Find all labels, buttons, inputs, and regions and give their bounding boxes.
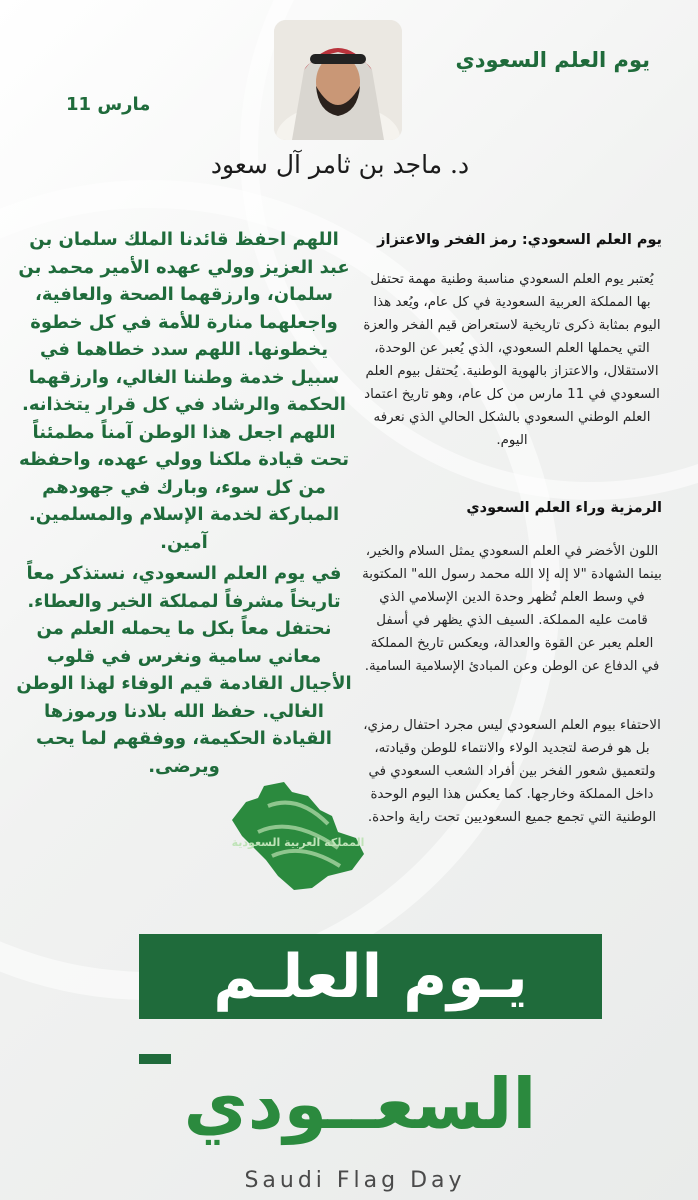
article-paragraph: يُعتبر يوم العلم السعودي مناسبة وطنية مهمة تحتفل بها المملكة العربية السعودية في كل عام، ويُعد هذا اليوم بمثابة ذكرى تاريخية لاستعراض قيم الفخر والعزة التي يحملها العلم السعودي، الذي يُعبر عن الوحدة، الاستقلال، والاعتزاز بالهوية الوطنية. يُحتفل بيوم العلم السعودي في 11 مارس من كل عام، وهو تاريخ اعتماد العلم الوطني السعودي بالشكل الحالي الذي نعرفه اليوم.	[363, 272, 661, 448]
map-label: المملكة العربية السعودية	[231, 836, 365, 849]
saudi-map-icon	[228, 776, 368, 896]
logo-banner-line2: السعــودي	[183, 1063, 537, 1145]
section-title: يوم العلم السعودي: رمز الفخر والاعتزاز	[377, 232, 662, 248]
logo-accent-bar	[139, 1054, 171, 1064]
article-paragraph: الاحتفاء بيوم العلم السعودي ليس مجرد احتفال رمزي، بل هو فرصة لتجديد الولاء والانتماء للوطن وقيادته، ولتعميق شعور الفخر بين أفراد الشعب السعودي في داخل المملكة وخارجها. كما يعكس هذا اليوم الوحدة الوطنية التي تجمع جميع السعوديين تحت راية واحدة.	[363, 718, 661, 825]
author-photo	[274, 20, 402, 140]
header-title: يوم العلم السعودي	[455, 48, 650, 72]
closing-paragraph: في يوم العلم السعودي، نستذكر معاً تاريخاً مشرفاً لمملكة الخير والعطاء. نحتفل معاً بكل ما يحمله العلم من معاني سامية ونغرس في قلوب الأجيال القادمة قيم الوفاء لهذا الوطن الغالي. حفظ الله بلادنا ورموزها القيادة الحكيمة، ووفقهم لما يحب ويرضى.	[16, 563, 352, 777]
article-date: مارس 11	[66, 94, 151, 115]
prayer-paragraph: اللهم احفظ قائدنا الملك سلمان بن عبد العزيز وولي عهده الأمير محمد بن سلمان، وارزقهما الصحة والعافية، واجعلهما منارة للأمة في كل خطوة يخطونها. اللهم سدد خطاهما في سبيل خدمة وطننا الغالي، وارزقهما الحكمة والرشاد في كل قرار يتخذانه. اللهم اجعل هذا الوطن آمناً مطمئناً تحت قيادة ملكنا وولي عهده، واحفظه من كل سوء، وبارك في جهودهم المباركة لخدمة الإسلام والمسلمين. آمين.	[18, 229, 350, 553]
logo-english-title: Saudi Flag Day	[244, 1168, 466, 1193]
section-title: الرمزية وراء العلم السعودي	[466, 500, 662, 516]
logo-banner-line1: يـوم العلـم	[139, 934, 602, 1019]
author-portrait-icon	[274, 20, 402, 140]
author-name: د. ماجد بن ثامر آل سعود	[210, 150, 470, 179]
article-paragraph: اللون الأخضر في العلم السعودي يمثل السلام والخير، بينما الشهادة "لا إله إلا الله محمد رسول الله" المكتوبة في وسط العلم تُظهر وحدة الدين الإسلامي الذي قامت عليه المملكة. السيف الذي يظهر في أسفل العلم يعبر عن القوة والعدالة، ويعكس تاريخ المملكة في الدفاع عن الوطن وعن المبادئ الإسلامية السامية.	[362, 544, 662, 674]
